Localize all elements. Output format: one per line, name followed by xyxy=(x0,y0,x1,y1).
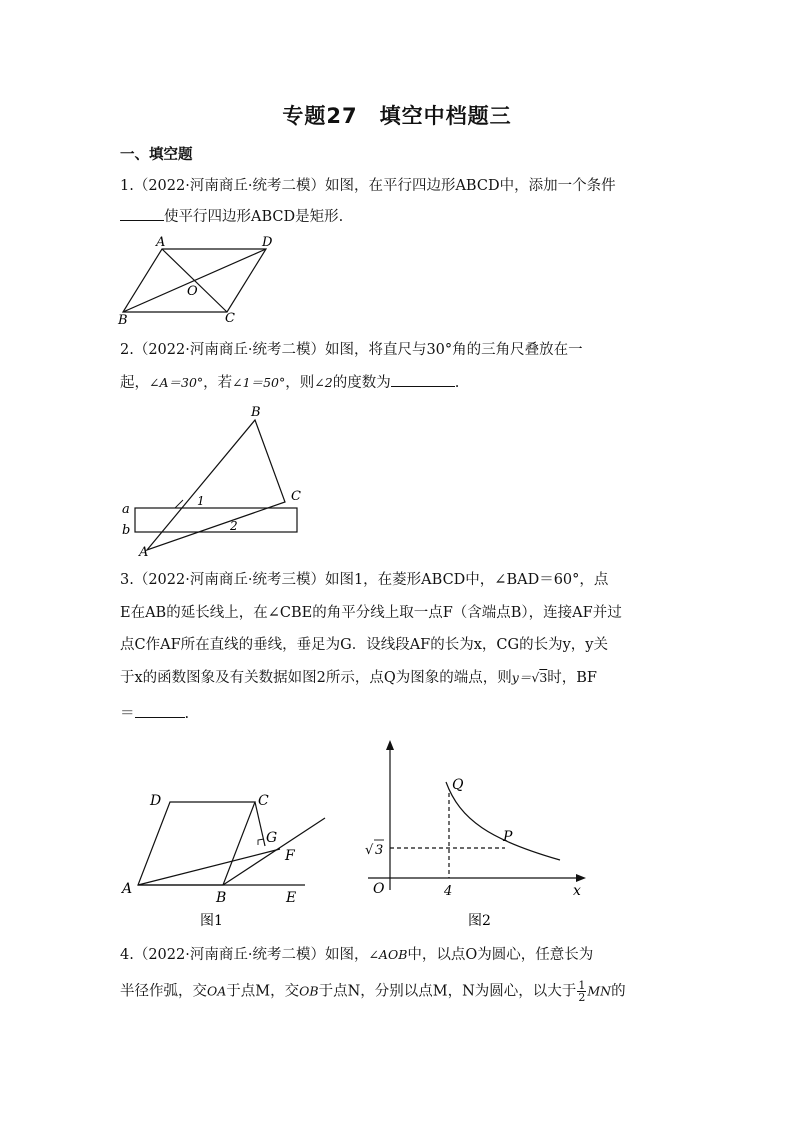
q3-text-a: 于x的函数图象及有关数据如图2所示，点Q为图象的端点，则 xyxy=(120,670,512,686)
q3-fig2-label-o: O xyxy=(373,881,385,897)
q2-label-a: A xyxy=(139,545,149,560)
q4-angle-aob: ∠AOB xyxy=(368,947,408,962)
q3-fig1-caption: 图1 xyxy=(200,913,223,929)
q2-label-line-a: a xyxy=(122,502,130,517)
q2-angle-2: ∠2 xyxy=(314,375,333,390)
q3-line2: E在AB的延长线上，在∠CBE的角平分线上取一点F（含端点B），连接AF并过 xyxy=(120,605,622,621)
q3-line3: 点C作AF所在直线的垂线，垂足为G．设线段AF的长为x，CG的长为y，y关 xyxy=(120,637,608,653)
q3-line4: 于x的函数图象及有关数据如图2所示，点Q为图象的端点，则y＝√3时，BF xyxy=(120,670,597,686)
q2-line2 xyxy=(120,372,459,393)
q2-angle-label-2: 2 xyxy=(230,519,238,533)
q3-math-sqrt: 3 xyxy=(539,670,548,685)
q3-fig1-label-a: A xyxy=(122,881,133,897)
q3-fig2-label-q: Q xyxy=(452,777,464,793)
q4-text-f: 的 xyxy=(611,983,626,1000)
q1-answer-blank[interactable] xyxy=(120,206,164,221)
q1-label-d: D xyxy=(262,235,273,250)
q4-text-c: 半径作弧，交 xyxy=(120,983,207,1000)
q4-oa: OA xyxy=(207,983,227,999)
q3-fig1-label-g: G xyxy=(266,830,278,846)
svg-text:√: √ xyxy=(365,843,374,858)
q2-line1: 2.（2022·河南商丘·统考二模）如图，将直尺与30°角的三角尺叠放在一 xyxy=(120,342,583,358)
q4-ob: OB xyxy=(299,983,319,999)
q4-frac-den: 2 xyxy=(578,991,586,1004)
q1-line2-text: 使平行四边形ABCD是矩形. xyxy=(164,209,344,225)
q1-label-o: O xyxy=(187,284,198,299)
q1-label-a: A xyxy=(156,235,166,250)
q3-text-eq: ＝ xyxy=(120,706,135,722)
q3-line1: 3.（2022·河南商丘·统考三模）如图1，在菱形ABCD中，∠BAD＝60°，点 xyxy=(120,572,609,588)
q3-fig1-label-b: B xyxy=(216,890,227,906)
q2-triangle xyxy=(147,420,285,550)
q3-rhombus xyxy=(138,802,255,885)
q3-fig2-caption: 图2 xyxy=(468,913,491,929)
q2-ruler-triangle-figure xyxy=(115,400,315,560)
q4-frac-num: 1 xyxy=(578,979,586,992)
q3-answer-blank[interactable] xyxy=(135,703,185,718)
q2-angle-1: ∠1＝50° xyxy=(232,375,286,390)
q3-line5 xyxy=(120,703,189,724)
q1-diagonal-bd xyxy=(123,249,266,312)
q3-figure1-rhombus xyxy=(115,785,340,935)
q3-math-y: y＝ xyxy=(511,670,532,685)
q2-text-end: . xyxy=(454,375,460,391)
q1-label-b: B xyxy=(118,313,128,327)
q2-label-line-b: b xyxy=(122,523,131,538)
q2-text-a: 起， xyxy=(120,375,149,391)
q4-text-e: 于点N，分别以点M，N为圆心，以大于 xyxy=(318,983,577,1000)
q3-text-b: 时，BF xyxy=(547,670,597,686)
q4-fraction xyxy=(577,980,586,1003)
q1-line2 xyxy=(120,206,343,227)
q2-text-b: ，若 xyxy=(203,375,233,391)
q3-line-af xyxy=(138,849,280,885)
q3-text-end: . xyxy=(184,706,190,722)
q3-fig2-label-4: 4 xyxy=(444,884,453,899)
q3-fig1-label-e: E xyxy=(286,890,297,906)
q1-label-c: C xyxy=(225,311,235,326)
q2-text-d: 的度数为 xyxy=(332,375,391,391)
q3-fig2-label-sqrt3: 3 xyxy=(375,843,384,858)
q1-parallelogram-figure xyxy=(110,232,290,327)
q2-answer-blank[interactable] xyxy=(391,372,455,387)
q4-text-b: 中，以点O为圆心，任意长为 xyxy=(407,947,594,963)
q2-label-c: C xyxy=(291,489,301,504)
q3-fig1-label-d: D xyxy=(150,793,162,809)
q2-angle-label-1: 1 xyxy=(197,494,205,508)
q3-fig2-label-p: P xyxy=(503,829,513,845)
q3-fig1-label-c: C xyxy=(258,793,269,809)
q3-fig2-label-x: x xyxy=(573,883,581,899)
q2-label-b: B xyxy=(251,405,261,420)
q2-text-c: ，则 xyxy=(285,375,315,391)
q2-angle-a: ∠A＝30° xyxy=(149,375,204,390)
q4-text-d: 于点M，交 xyxy=(226,983,300,1000)
q4-text-a: 4.（2022·河南商丘·统考二模）如图， xyxy=(120,947,369,963)
q2-ruler xyxy=(135,508,297,532)
q4-mn: MN xyxy=(587,983,612,999)
q3-figure2-graph xyxy=(360,735,595,935)
q1-line1: 1.（2022·河南商丘·统考二模）如图，在平行四边形ABCD中，添加一个条件 xyxy=(120,178,616,194)
q3-fig1-label-f: F xyxy=(285,848,295,864)
q4-line1 xyxy=(120,945,593,965)
q3-bisector-bf xyxy=(223,818,325,885)
section-heading: 一、填空题 xyxy=(120,147,193,163)
q4-line2 xyxy=(120,980,626,1003)
page-title: 专题27 填空中档题三 xyxy=(282,104,512,128)
